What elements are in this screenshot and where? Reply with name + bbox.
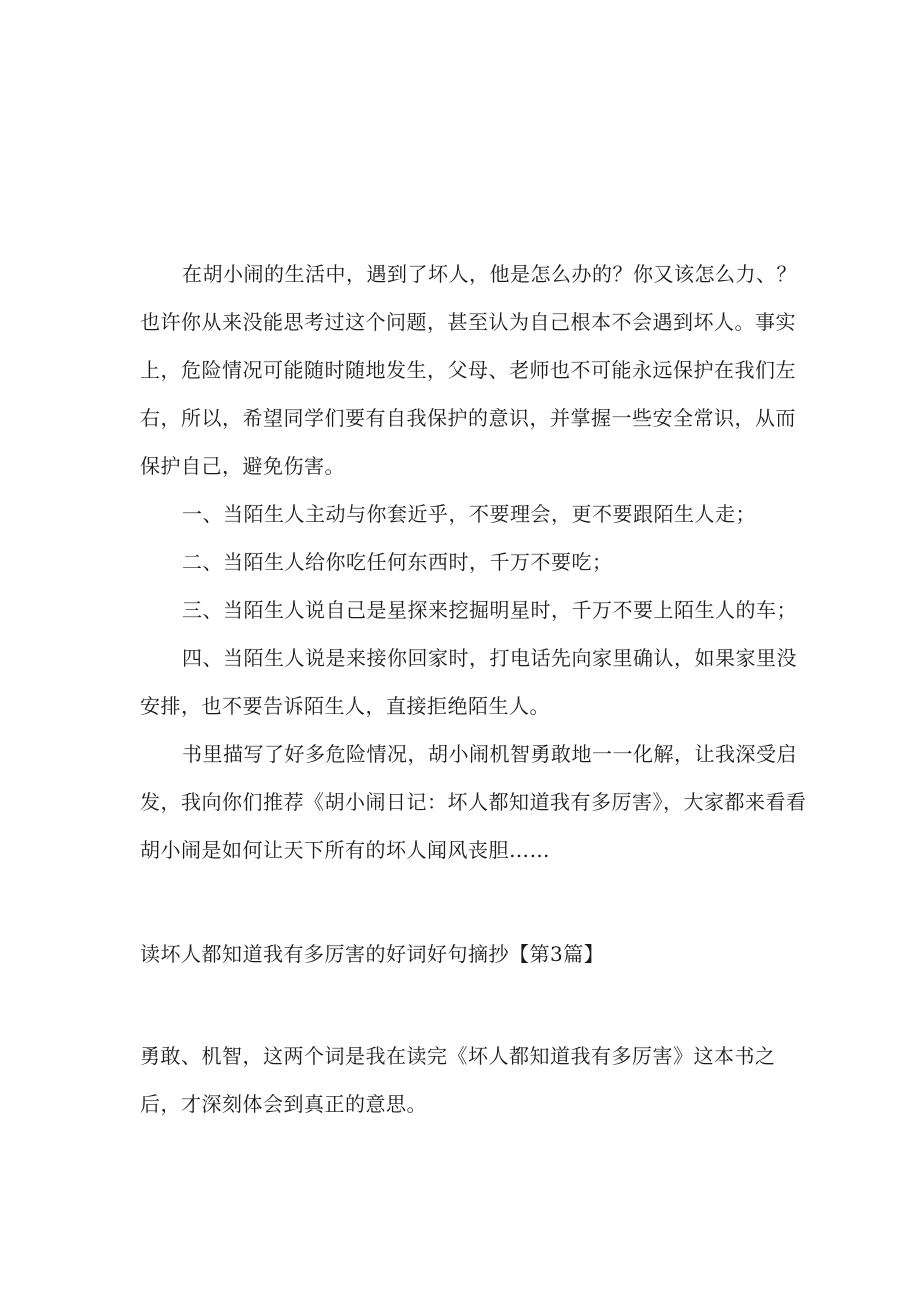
- tip-item-4: 四、当陌生人说是来接你回家时，打电话先向家里确认，如果家里没安排，也不要告诉陌生人，直接拒绝陌生人。: [140, 646, 797, 718]
- section-heading: 读坏人都知道我有多厉害的好词好句摘抄【第3篇】: [140, 942, 605, 966]
- intro-paragraph: 在胡小闹的生活中，遇到了坏人，他是怎么办的？你又该怎么力、？也许你从来没能思考过这个问题，甚至认为自己根本不会遇到坏人。事实上，危险情况可能随时随地发生，父母、老师也不可能永远保护在我们左右，所以，希望同学们要有自我保护的意识，并掌握一些安全常识，从而保护自己，避免伤害。: [140, 262, 797, 478]
- tip-item-3: 三、当陌生人说自己是星探来挖掘明星时，千万不要上陌生人的车；: [182, 598, 797, 622]
- closing-block: [140, 1032, 808, 1128]
- recommendation-paragraph: 书里描写了好多危险情况，胡小闹机智勇敢地一一化解，让我深受启发，我向你们推荐《胡小闹日记：坏人都知道我有多厉害》，大家都来看看胡小闹是如何让天下所有的坏人闻风丧胆……: [140, 742, 807, 862]
- tip-item-1: 一、当陌生人主动与你套近乎，不要理会，更不要跟陌生人走；: [182, 502, 756, 526]
- closing-paragraph: 勇敢、机智，这两个词是我在读完《坏人都知道我有多厉害》这本书之后，才深刻体会到真正的意思。: [140, 1044, 776, 1116]
- tip-item-2: 二、当陌生人给你吃任何东西时，千万不要吃；: [182, 550, 613, 574]
- article-body: [140, 250, 808, 874]
